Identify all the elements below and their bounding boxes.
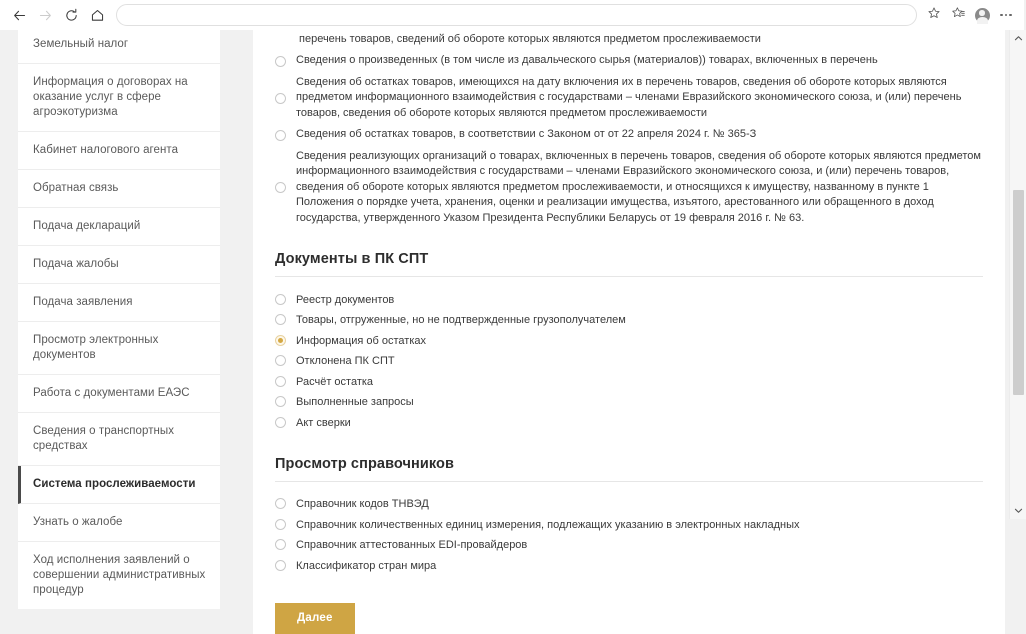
sidebar-item-active[interactable]: Система прослеживаемости — [18, 466, 220, 504]
radio-option-label: Информация об остатках — [296, 334, 426, 347]
star-icon — [927, 6, 941, 25]
radio-option-label: Справочник количественных единиц измерения, подлежащих указанию в электронных накладных — [296, 518, 800, 531]
radio-option-label: Справочник аттестованных EDI-провайдеров — [296, 539, 528, 551]
radio-option-row[interactable] — [275, 146, 983, 230]
back-button[interactable] — [6, 2, 32, 28]
profile-avatar-icon — [975, 8, 990, 23]
radio-option-label: Акт сверки — [296, 416, 351, 429]
radio-option-row[interactable] — [275, 536, 983, 557]
radio-option-label: Сведения об остатках товаров, в соответствии с Законом от от 22 апреля 2024 г. № 365-З — [296, 128, 757, 140]
radio-option-row[interactable] — [275, 515, 983, 536]
truncated-text-line: перечень товаров, сведений об обороте которых являются предметом прослеживаемости — [299, 33, 761, 45]
collections-icon — [951, 6, 965, 25]
radio-option-row[interactable] — [275, 413, 983, 434]
sidebar-item[interactable]: Земельный налог — [18, 26, 220, 64]
forward-button[interactable] — [32, 2, 58, 28]
sidebar-item[interactable]: Просмотр электронных документов — [18, 322, 220, 375]
sidebar-item[interactable]: Узнать о жалобе — [18, 504, 220, 542]
sidebar-item[interactable]: Подача деклараций — [18, 208, 220, 246]
forward-arrow-icon — [38, 8, 53, 23]
scroll-down-button[interactable] — [1010, 502, 1026, 519]
scroll-up-button[interactable] — [1010, 30, 1026, 47]
radio-option-row[interactable] — [275, 495, 983, 516]
radio-option-row[interactable] — [275, 556, 983, 577]
sidebar-item[interactable]: Подача заявления — [18, 284, 220, 322]
radio-option-row[interactable] — [275, 372, 983, 393]
radio-button[interactable] — [275, 294, 286, 305]
radio-option-row[interactable] — [275, 393, 983, 414]
section-heading: Просмотр справочников — [275, 456, 983, 482]
radio-button[interactable] — [275, 519, 286, 530]
radio-button[interactable] — [275, 539, 286, 550]
radio-option-label: Расчёт остатка — [296, 375, 374, 388]
sections-container — [275, 251, 983, 577]
more-options-button[interactable] — [994, 3, 1018, 27]
address-bar-container — [116, 4, 917, 26]
scrollbar-thumb[interactable] — [1013, 190, 1024, 395]
top-options-group — [275, 50, 983, 229]
vertical-scrollbar[interactable] — [1009, 30, 1026, 519]
radio-option-label: Сведения о произведенных (в том числе из давальческого сырья (материалов)) товарах, включенных в перечень — [296, 54, 878, 66]
radio-button-selected[interactable] — [275, 335, 286, 346]
radio-button[interactable] — [275, 560, 286, 571]
sidebar-item[interactable]: Сведения о транспортных средствах — [18, 413, 220, 466]
address-input[interactable] — [116, 4, 917, 26]
radio-button[interactable] — [275, 130, 286, 141]
radio-option-label: Отклонена ПК СПТ — [296, 355, 395, 367]
next-button[interactable]: Далее — [275, 603, 355, 634]
radio-option-row[interactable] — [275, 352, 983, 373]
radio-option-row[interactable] — [275, 72, 983, 125]
radio-button[interactable] — [275, 93, 286, 104]
radio-option-row[interactable] — [275, 124, 983, 146]
chevron-down-icon — [1014, 502, 1023, 520]
radio-button[interactable] — [275, 498, 286, 509]
back-arrow-icon — [12, 8, 27, 23]
radio-button[interactable] — [275, 417, 286, 428]
chevron-up-icon — [1014, 30, 1023, 48]
reload-icon — [64, 8, 79, 23]
radio-option-row[interactable] — [275, 50, 983, 72]
radio-option-row[interactable] — [275, 290, 983, 311]
radio-option-label: Сведения об остатках товаров, имеющихся на дату включения их в перечень товаров, сведения об обороте которых являются предметом информационного взаимодействия с государствами – членами Евразийского экономического союза, и (или) перечень товаров, сведения об обороте которых являются предметом прослеживаемости — [296, 75, 962, 119]
radio-option-label: Товары, отгруженные, но не подтвержденные грузополучателем — [296, 314, 626, 326]
radio-button[interactable] — [275, 56, 286, 67]
sidebar-item[interactable]: Информация о договорах на оказание услуг в сфере агроэкотуризма — [18, 64, 220, 132]
home-button[interactable] — [84, 2, 110, 28]
section-options-group — [275, 277, 983, 434]
section-options-group — [275, 482, 983, 577]
radio-button[interactable] — [275, 396, 286, 407]
profile-button[interactable] — [970, 3, 994, 27]
sidebar-item[interactable]: Обратная связь — [18, 170, 220, 208]
section-heading: Документы в ПК СПТ — [275, 251, 983, 277]
radio-option-label: Сведения реализующих организаций о товарах, включенных в перечень товаров, сведения об обороте которых являются предметом информационного взаимодействия с государствами – членами Евразийского экономического союза, и (или) перечень товаров, сведения об обороте которых являются предметом прослеживаемости, и относящихся к имуществу, названному в пункте 1 Положения о порядке учета, хранения, оценки и реализации имущества, изъятого, арестованного или обращенного в доход государства, утвержденного Указом Президента Республики Беларусь от 19 февраля 2016 г. № 63. — [296, 149, 981, 224]
radio-button[interactable] — [275, 376, 286, 387]
home-icon — [90, 8, 105, 23]
sidebar-item[interactable]: Ход исполнения заявлений о совершении административных процедур — [33, 554, 206, 596]
radio-button[interactable] — [275, 314, 286, 325]
more-options-icon — [1000, 14, 1012, 17]
radio-option-row[interactable] — [275, 331, 983, 352]
radio-option-label: Реестр документов — [296, 293, 395, 306]
sidebar-item[interactable]: Подача жалобы — [18, 246, 220, 284]
sidebar-item[interactable]: Кабинет налогового агента — [18, 132, 220, 170]
radio-option-label: Справочник кодов ТНВЭД — [296, 498, 429, 510]
radio-button[interactable] — [275, 355, 286, 366]
sidebar-nav — [18, 26, 220, 609]
sidebar-item[interactable]: Работа с документами ЕАЭС — [18, 375, 220, 413]
browser-toolbar — [0, 0, 1024, 30]
collections-button[interactable] — [946, 3, 970, 27]
page-viewport — [0, 30, 1024, 624]
radio-option-label: Выполненные запросы — [296, 396, 414, 408]
favorite-button[interactable] — [922, 3, 946, 27]
radio-option-row[interactable] — [275, 311, 983, 332]
radio-button[interactable] — [275, 182, 286, 193]
reload-button[interactable] — [58, 2, 84, 28]
main-content-card — [253, 0, 1005, 634]
radio-option-label: Классификатор стран мира — [296, 559, 437, 572]
